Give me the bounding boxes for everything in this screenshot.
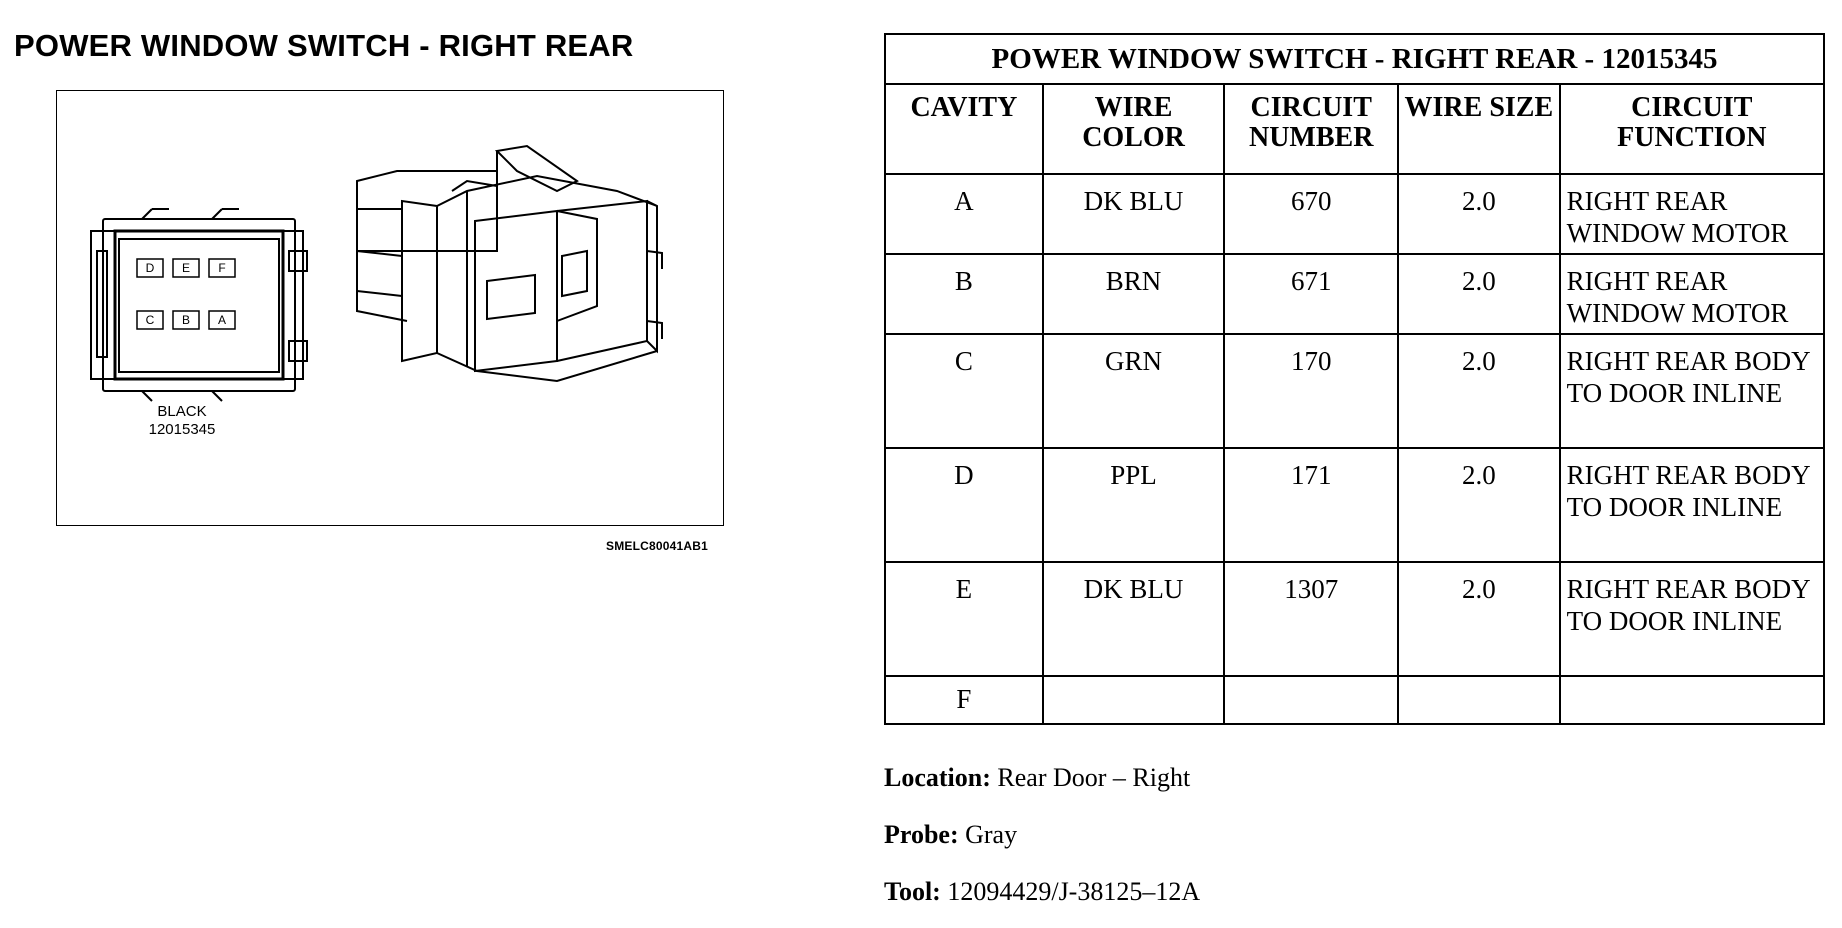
table-row xyxy=(885,174,1824,254)
pin-label-e: E xyxy=(181,261,191,275)
table-row xyxy=(885,334,1824,448)
circuit-number-cell: 1307 xyxy=(1224,562,1398,676)
table-row xyxy=(885,562,1824,676)
circuit-number-cell: 170 xyxy=(1224,334,1398,448)
pin-label-b: B xyxy=(181,313,191,327)
wire-size-cell xyxy=(1398,676,1560,724)
pin-label-d: D xyxy=(145,261,155,275)
probe-value: Gray xyxy=(965,820,1018,849)
table-row xyxy=(885,254,1824,334)
cavity-cell: C xyxy=(885,334,1043,448)
tool-line xyxy=(884,877,1200,907)
connector-drawing xyxy=(57,91,725,527)
wire-color-cell xyxy=(1043,676,1225,724)
wire-size-cell: 2.0 xyxy=(1398,562,1560,676)
circuit-function-cell: RIGHT REAR WINDOW MOTOR xyxy=(1560,174,1824,254)
wire-size-cell: 2.0 xyxy=(1398,254,1560,334)
connector-part-number: 12015345 xyxy=(148,421,216,438)
connector-face-outline xyxy=(91,231,303,379)
wire-color-cell: DK BLU xyxy=(1043,562,1225,676)
circuit-number-cell: 171 xyxy=(1224,448,1398,562)
circuit-number-cell: 671 xyxy=(1224,254,1398,334)
location-label: Location: xyxy=(884,763,991,792)
table-title-row xyxy=(885,34,1824,84)
header-circuit-number: CIRCUIT NUMBER xyxy=(1224,84,1398,174)
wire-size-cell: 2.0 xyxy=(1398,448,1560,562)
circuit-number-cell xyxy=(1224,676,1398,724)
circuit-function-cell: RIGHT REAR BODY TO DOOR INLINE xyxy=(1560,562,1824,676)
pin-label-c: C xyxy=(145,313,155,327)
connector-color-label: BLACK xyxy=(157,403,207,420)
cavity-cell: A xyxy=(885,174,1043,254)
wire-color-cell: BRN xyxy=(1043,254,1225,334)
circuit-number-cell: 670 xyxy=(1224,174,1398,254)
wire-color-cell: PPL xyxy=(1043,448,1225,562)
page-title: POWER WINDOW SWITCH - RIGHT REAR xyxy=(14,28,634,63)
cavity-cell: B xyxy=(885,254,1043,334)
table-title: POWER WINDOW SWITCH - RIGHT REAR - 12015345 xyxy=(885,34,1824,84)
figure-code: SMELC80041AB1 xyxy=(606,539,708,553)
circuit-function-cell: RIGHT REAR BODY TO DOOR INLINE xyxy=(1560,334,1824,448)
pin-label-f: F xyxy=(218,261,226,275)
table-header-row xyxy=(885,84,1824,174)
location-value: Rear Door – Right xyxy=(997,763,1191,792)
tool-value: 12094429/J-38125–12A xyxy=(947,877,1201,906)
pinout-table xyxy=(884,33,1825,725)
tool-label: Tool: xyxy=(884,877,941,906)
header-wire-color: WIRE COLOR xyxy=(1043,84,1225,174)
wire-color-cell: DK BLU xyxy=(1043,174,1225,254)
header-circuit-function: CIRCUIT FUNCTION xyxy=(1560,84,1824,174)
table-row xyxy=(885,676,1824,724)
table-row xyxy=(885,448,1824,562)
location-line xyxy=(884,763,1190,793)
cavity-cell: D xyxy=(885,448,1043,562)
cavity-cell: E xyxy=(885,562,1043,676)
probe-label: Probe: xyxy=(884,820,959,849)
probe-line xyxy=(884,820,1017,850)
pin-label-a: A xyxy=(217,313,227,327)
wire-size-cell: 2.0 xyxy=(1398,174,1560,254)
connector-figure xyxy=(56,90,724,526)
circuit-function-cell: RIGHT REAR BODY TO DOOR INLINE xyxy=(1560,448,1824,562)
circuit-function-cell: RIGHT REAR WINDOW MOTOR xyxy=(1560,254,1824,334)
wire-size-cell: 2.0 xyxy=(1398,334,1560,448)
header-wire-size: WIRE SIZE xyxy=(1398,84,1560,174)
wire-color-cell: GRN xyxy=(1043,334,1225,448)
header-cavity: CAVITY xyxy=(885,84,1043,174)
cavity-cell: F xyxy=(885,676,1043,724)
circuit-function-cell xyxy=(1560,676,1824,724)
